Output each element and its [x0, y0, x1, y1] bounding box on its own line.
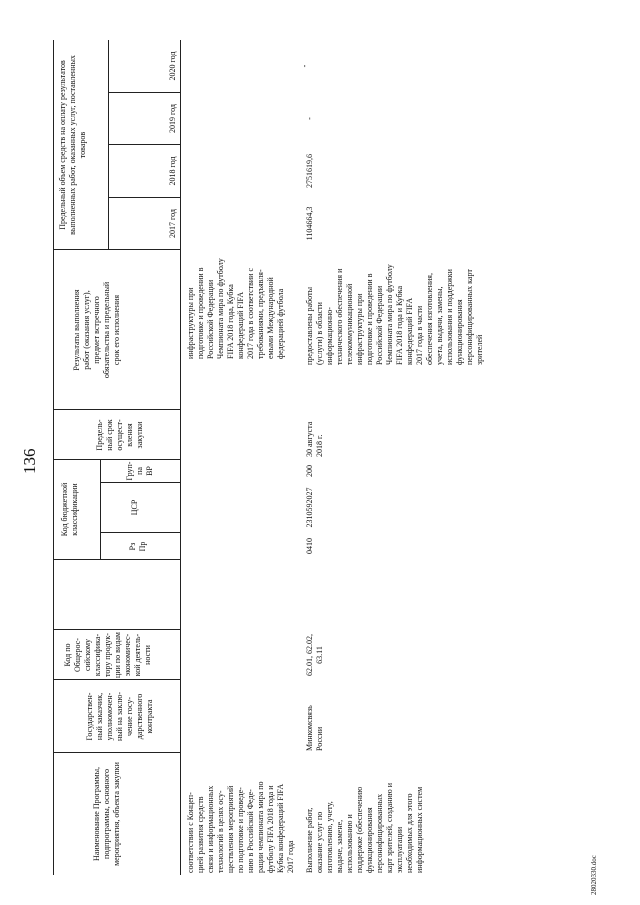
col-border-2: [53, 679, 180, 680]
header-vr: Груп- па ВР: [125, 461, 154, 481]
header-limit: Предельный объем средств на оплату результатов выполненных работ, оказанных услуг, поставленных товаров: [58, 55, 87, 235]
col-border-4: [53, 559, 180, 560]
header-year-2018: 2018 год: [168, 156, 177, 186]
document-footer: 28020330.doc: [590, 855, 598, 895]
table-top-border: [53, 40, 54, 875]
header-results: Результаты выполнения работ (оказания услуг), предмет встречного обязательства и предельный срок его исполнения: [72, 281, 121, 379]
page-number: 136: [20, 448, 39, 474]
header-name: Наименование Программы, подпрограммы, основного мероприятия, объекта закупки: [92, 762, 121, 866]
col-border-5: [100, 532, 180, 533]
header-deadline: Предель- ный срок осущест- вления закупки: [95, 419, 144, 451]
header-okpd: Код по Общерос- сийскому классифика- тору продук- ции по видам экономичес- кой деятель- ности: [63, 632, 152, 678]
row-vr: 200: [305, 465, 314, 477]
row-csr: 2310592027: [305, 487, 314, 528]
continued-results: инфраструктуры при подготовке и проведении в Российской Федерации Чемпионата мира по футболу FIFA 2018 года, Кубка конфедераций FIFA 2017 года в соответствии с требованиями, предъявля- емыми Международной федерацией футбола: [186, 258, 285, 359]
col-border-1: [53, 752, 180, 753]
header-csr: ЦСР: [130, 499, 139, 516]
row-okpd: 62.01, 62.02, 63.11: [305, 634, 324, 676]
col-border-6: [100, 482, 180, 483]
header-year-2017: 2017 год: [168, 209, 177, 238]
years-subheader-border: [108, 40, 109, 250]
header-bottom-border: [180, 40, 181, 875]
header-customer: Государствен- ный заказчик, уполномочен- ный на заклю- чение госу- дарственного контракта: [85, 692, 154, 741]
col-border-9: [53, 249, 180, 250]
continued-name: соответствии с Концеп- цией развития средств связи и информационных технологий в целях осу- ществления мероприятий по подготовке и проведе- нию в Российской Феде- рации чемпионата мира по футболу FIFA 2018 года и Кубка конфедераций FIFA 2017 года: [186, 781, 295, 873]
col-border-3: [53, 629, 180, 630]
row-deadline: 30 августа 2018 г.: [305, 421, 324, 457]
header-rzpr: Рз Пр: [128, 541, 147, 552]
header-year-2020: 2020 год: [168, 51, 177, 81]
row-value-2020: -: [300, 64, 309, 68]
row-value-2019: -: [305, 117, 314, 120]
budget-subheader-border: [100, 460, 101, 560]
row-value-2017: 1104664,3: [305, 206, 314, 241]
row-results: предоставлены работы (услуги) в области информационно- технического обеспечения и телекоммуникационной инфраструктуры при подготовке и проведении в Российской Федерации Чемпионата мира по футболу FIFA 2018 года и Кубка конфедераций FIFA 2017 года в части обеспечения изготовления, учета, выдачи, замены, использования и поддержки функционирования персонифицированных карт зрителей: [305, 264, 484, 365]
header-year-2019: 2019 год: [168, 104, 177, 133]
row-name: Выполнение работ, оказание услуг по изготовлению, учету, выдаче, замене, использованию и поддержке (обеспечению функционирования персонифицированных карт зрителей, созданию и эксплуатации необходимых для этого информационных систем: [305, 782, 424, 873]
col-border-8: [53, 409, 180, 410]
row-value-2018: 2751619,6: [305, 154, 314, 188]
row-customer: Минкомсвязь России: [305, 705, 324, 751]
header-budget: Код бюджетной классификации: [60, 482, 79, 537]
row-rzpr: 0410: [305, 538, 314, 554]
